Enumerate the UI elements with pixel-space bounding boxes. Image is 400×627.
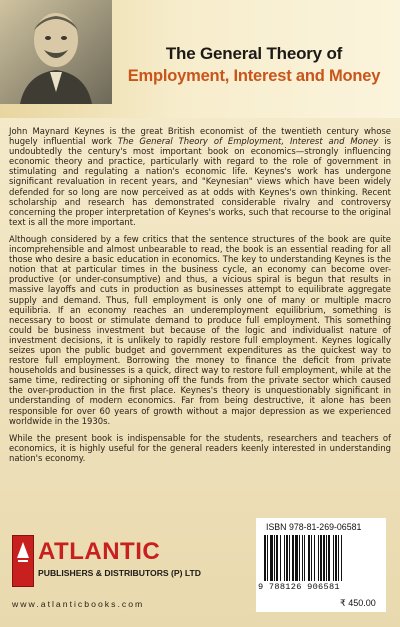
publisher-name: ATLANTIC [38,538,161,565]
publisher-logo [12,535,202,587]
price-label: ₹ 450.00 [340,598,376,608]
book-title-inline: The General Theory of Employment, Interest and Money [117,136,379,147]
blurb-paragraph-3: While the present book is indispensable for the students, researchers and teachers of economics, it is highly useful for the general readers keenly interested in understanding nation's economy. [9,432,391,463]
isbn-barcode-box [256,518,386,612]
publisher-subtitle: PUBLISHERS & DISTRIBUTORS (P) LTD [38,568,201,578]
isbn-label: ISBN 978-81-269-06581 [266,522,362,532]
logo-mark-graphic [13,536,33,586]
publisher-website: www.atlanticbooks.com [12,599,145,609]
barcode-icon [262,535,380,581]
barcode-digits: 9 788126 906581 [258,582,340,592]
blurb-paragraph-1: John Maynard Keynes is the great British economist of the twentieth century whose hugely influential work The General Theory of Employment, Interest and Money is undoubtedly the century's most important book on economics—strongly influencing economic theory and practice, particularly with regard to the role of government in stimulating and regulating a nation's economic life. Keynes's work has undergone significant revaluation in recent years, and "Keynesian" views which have been widely defended for so long are now perceived as at odds with Keynes's own thinking. Recent scholarship and research has demonstrated considerable rivalry and controversy concerning the proper interpretation of Keynes's works, such that recourse to the original text is all the more important. [9,126,391,227]
title-line-1: The General Theory of [165,44,343,63]
atlantic-logo-icon [12,535,34,587]
portrait-illustration [0,0,112,104]
book-title [112,44,396,86]
blurb [9,126,391,463]
author-portrait [0,0,112,104]
blurb-paragraph-2: Although considered by a few critics that the sentence structures of the book are quite incomprehensible and almost unbearable to read, the book is an essential reading for all those who desire a basic education in economics. The key to understanding Keynes is the notion that at particular times in the business cycle, an economy can become over-productive (or under-consumptive) and thus, a vicious spiral is begun that results in massive layoffs and cuts in production as businesses attempt to equilibrate aggregate supply and demand. Thus, full employment is only one of many or multiple macro equilibria. If an economy reaches an underemployment equilibrium, something is necessary to boost or stimulate demand to produce full employment. This something could be business investment but because of the logic and individualist nature of investment decisions, it is unlikely to rapidly restore full employment. Keynes logically seizes upon the public budget and government expenditures as the quickest way to restore full employment. Borrowing the money to finance the deficit from private households and businesses is a quick, direct way to restore full employment, while at the same time, redirecting or siphoning off the funds from the private sector which caused the over-production in the first place. Keynes's theory is unquestionably significant in understanding of modern economics. Far from being destructive, it alone has been responsible for over 60 years of growth without a major depression as we experienced worldwide in the 1930s. [9,233,391,426]
title-line-2: Employment, Interest and Money [127,67,381,85]
